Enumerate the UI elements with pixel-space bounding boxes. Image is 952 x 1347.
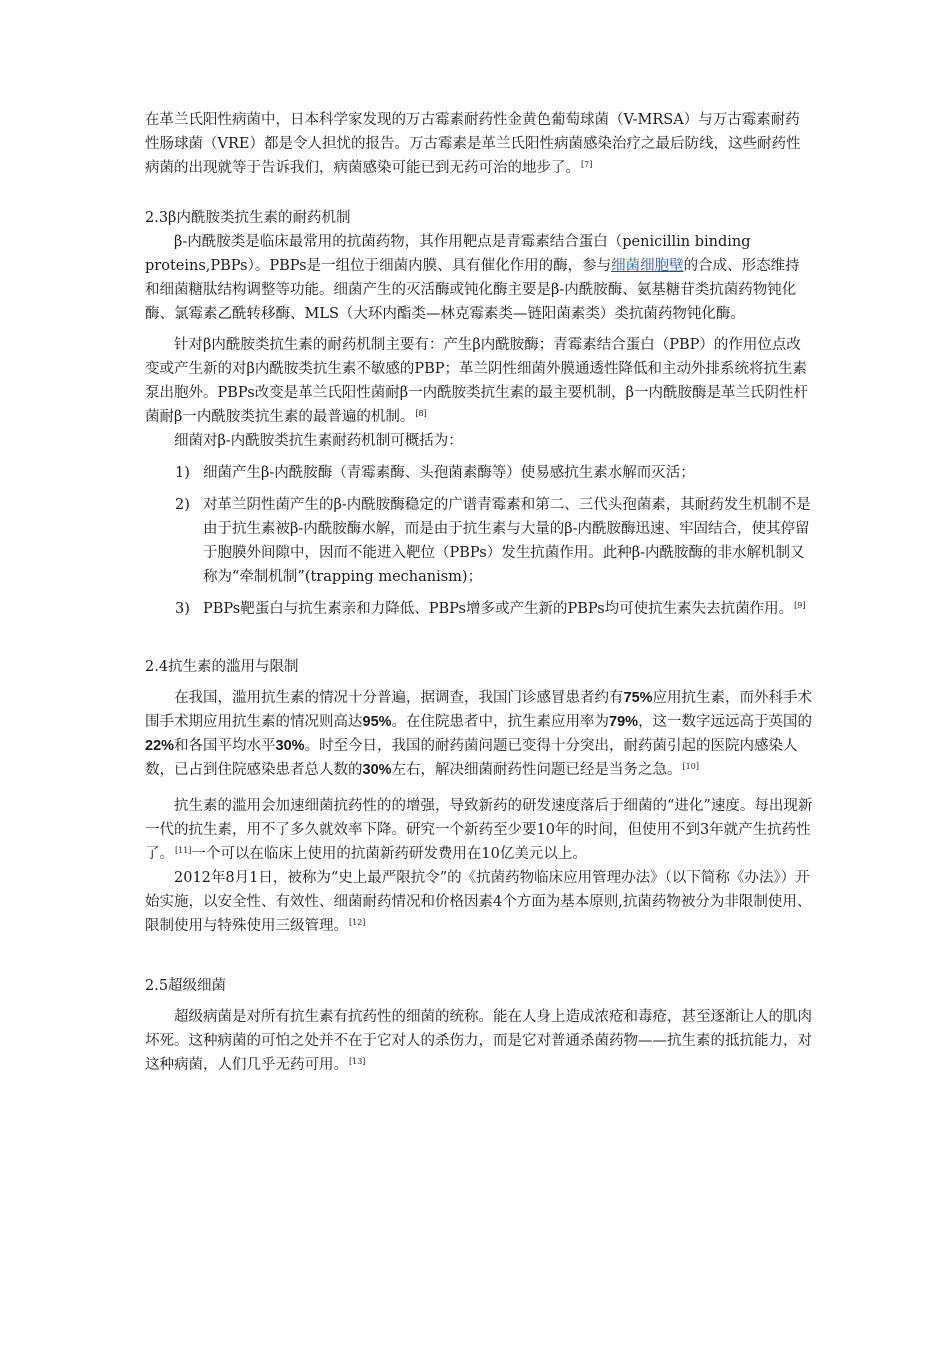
citation-9[interactable]: [9] (794, 601, 806, 610)
list-item-text: 对革兰阴性菌产生的β-内酰胺酶稳定的广谱青霉素和第二、三代头孢菌素，其耐药发生机制不是由于抗生素被β-内酰胺酶水解，而是由于抗生素与大量的β-内酰胺酶迅速、牢固结合，使其停留于胞膜外间隙中，因而不能进入靶位（PBPs）发生抗菌作用。此种β-内酰胺酶的非水解机制又称为“牵制机制”(trapping mechanism)； (203, 497, 811, 585)
citation-11[interactable]: [11] (175, 846, 192, 855)
list-marker: 3) (175, 601, 190, 617)
section-2-5-paragraph-1: 超级病菌是对所有抗生素有抗药性的细菌的统称。能在人身上造成浓疮和毒疮，甚至逐渐让人的肌肉坏死。这种病菌的可怕之处并不在于它对人的杀伤力，而是它对普通杀菌药物——抗生素的抵抗能力，对这种病菌，人们几乎无药可用。[13] (145, 1009, 812, 1073)
section-2-5-heading: 2.5超级细菌 (145, 978, 227, 994)
list-item (145, 597, 813, 621)
stat-value: 22% (145, 738, 175, 754)
mechanism-list (145, 461, 813, 621)
list-item-text: 细菌产生β-内酰胺酶（青霉素酶、头孢菌素酶等）使易感抗生素水解而灭活； (203, 465, 695, 481)
section-2-3-heading: 2.3β内酰胺类抗生素的耐药机制 (145, 210, 351, 226)
list-item (145, 493, 813, 589)
section-2-3-paragraph-3: 细菌对β-内酰胺类抗生素耐药机制可概括为： (174, 433, 463, 449)
stat-value: 79% (609, 714, 639, 730)
section-2-3-paragraph-2: 针对β内酰胺类抗生素的耐药机制主要有：产生β内酰胺酶；青霉素结合蛋白（PBP）的作用位点改变或产生新的对β内酰胺类抗生素不敏感的PBP；革兰阴性细菌外膜通透性降低和主动外排系统将抗生素泵出胞外。PBPs改变是革兰氏阳性菌耐β一内酰胺类抗生素的最主要机制，β一内酰胺酶是革兰氏阴性杆菌耐β一内酰胺类抗生素的最普遍的机制。[8] (145, 337, 808, 425)
stat-value: 95% (362, 714, 392, 730)
list-item-text: PBPs靶蛋白与抗生素亲和力降低、PBPs增多或产生新的PBPs均可使抗生素失去抗菌作用。[9] (203, 601, 806, 617)
intro-paragraph: 在革兰氏阳性病菌中，日本科学家发现的万古霉素耐药性金黄色葡萄球菌（V-MRSA）与万古霉素耐药性肠球菌（VRE）都是令人担忧的报告。万古霉素是革兰氏阳性病菌感染治疗之最后防线，这些耐药性病菌的出现就等于告诉我们，病菌感染可能已到无药可治的地步了。[7] (145, 112, 801, 176)
list-marker: 2) (175, 497, 190, 513)
list-item (145, 461, 813, 485)
citation-10[interactable]: [10] (682, 762, 699, 771)
citation-12[interactable]: [12] (349, 918, 366, 927)
section-2-4-paragraph-3: 2012年8月1日，被称为“史上最严限抗令”的《抗菌药物临床应用管理办法》（以下简称《办法》）开始实施，以安全性、有效性、细菌耐药情况和价格因素4个方面为基本原则,抗菌药物被分为非限制使用、限制使用与特殊使用三级管理。[12] (145, 870, 812, 934)
citation-8[interactable]: [8] (415, 409, 427, 418)
list-marker: 1) (175, 465, 190, 481)
stat-value: 30% (275, 738, 305, 754)
section-2-3-paragraph-1: β-内酰胺类是临床最常用的抗菌药物，其作用靶点是青霉素结合蛋白（penicillin binding proteins,PBPs）。PBPs是一组位于细菌内膜、具有催化作用的酶，参与细菌细胞壁的合成、形态维持和细菌糖肽结构调整等功能。细菌产生的灭活酶或钝化酶主要是β-内酰胺酶、氨基糖苷类抗菌药物钝化酶、氯霉素乙酰转移酶、MLS（大环内酯类—林克霉素类—链阳菌素类）类抗菌药物钝化酶。 (145, 234, 800, 322)
section-2-4-paragraph-2: 抗生素的滥用会加速细菌抗药性的的增强，导致新药的研发速度落后于细菌的“进化”速度。每出现新一代的抗生素，用不了多久就效率下降。研究一个新药至少要10年的时间，但使用不到3年就产生抗药性了。[11]一个可以在临床上使用的抗菌新药研发费用在10亿美元以上。 (145, 798, 813, 862)
citation-13[interactable]: [13] (349, 1057, 366, 1066)
document-page (145, 108, 813, 1077)
stat-value: 30% (362, 762, 392, 778)
citation-7[interactable]: [7] (581, 160, 593, 169)
cell-wall-link[interactable]: 细菌细胞壁 (611, 258, 684, 274)
section-2-4-heading: 2.4抗生素的滥用与限制 (145, 659, 299, 675)
section-2-4-paragraph-1: 在我国，滥用抗生素的情况十分普遍，据调查，我国门诊感冒患者约有75%应用抗生素，而外科手术围手术期应用抗生素的情况则高达95%。在住院患者中，抗生素应用率为79%，这一数字远远高于英国的22%和各国平均水平30%。时至今日，我国的耐药菌问题已变得十分突出，耐药菌引起的医院内感染人数，已占到住院感染患者总人数的30%左右，解决细菌耐药性问题已经是当务之急。[10] (145, 690, 813, 778)
stat-value: 75% (623, 690, 653, 706)
